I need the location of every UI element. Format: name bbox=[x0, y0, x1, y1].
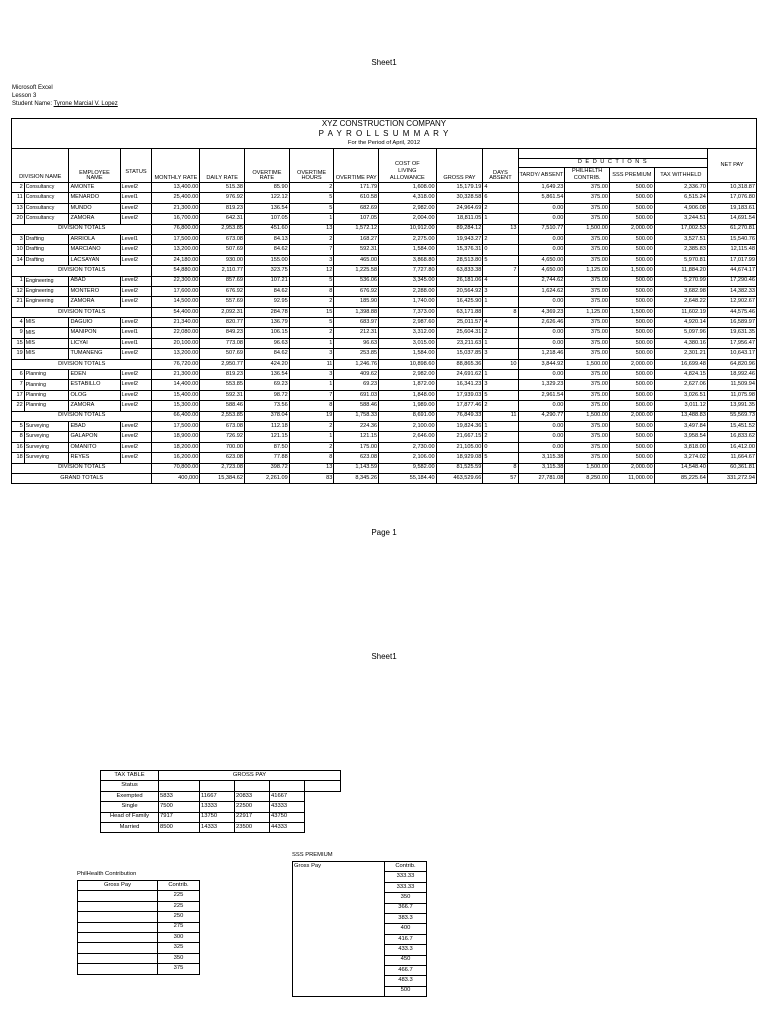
hdr-sss: SSS PREMIUM bbox=[610, 168, 655, 183]
hdr-ot-pay: OVERTIME PAY bbox=[334, 149, 379, 183]
phil-row: 225 bbox=[78, 891, 200, 901]
hdr-ot-rate: OVERTIME RATE bbox=[245, 149, 290, 183]
company-title: XYZ CONSTRUCTION COMPANY P A Y R O L L S U M M A R Y For the Period of April, 2012 bbox=[12, 119, 757, 149]
phil-contrib-header: Contrib. bbox=[158, 881, 200, 891]
sss-row: 450 bbox=[293, 955, 427, 965]
phil-row: 350 bbox=[78, 953, 200, 963]
tax-table bbox=[100, 770, 341, 833]
table-row: 10 Drafting MARCIANO Level2 13,200.00 507.69 84.62 7 592.31 1,584.00 15,376.31 0 0.00 375.00 500.00 2,385.83 12,115.48 bbox=[12, 245, 757, 255]
hdr-phil: PHILHELTH CONTRIB. bbox=[565, 168, 610, 183]
tax-status-header: Status bbox=[101, 781, 159, 791]
table-row: 6 Planning EDEN Level2 21,300.00 819.23 136.54 3 409.62 2,982.00 24,691.62 1 0.00 375.00 500.00 4,824.15 18,992.46 bbox=[12, 370, 757, 380]
page-number: Page 1 bbox=[371, 528, 397, 537]
table-row: 12 Engineering MONTERO Level2 17,600.00 676.92 84.62 8 676.92 2,288.00 20,564.92 3 1,624.62 375.00 500.00 3,682.98 14,382.33 bbox=[12, 286, 757, 296]
sss-row: 400 bbox=[293, 924, 427, 934]
table-row: 19 MIS TUMANENG Level2 13,200.00 507.69 84.62 3 253.85 1,584.00 15,037.85 3 1,218.46 375.00 500.00 2,301.21 10,643.17 bbox=[12, 349, 757, 359]
sss-row: 416.7 bbox=[293, 934, 427, 944]
hdr-cola: COST OF LIVING ALLOWANCE bbox=[379, 149, 436, 183]
table-row: 8 Surveying GALAPON Level2 18,900.00 726.92 121.15 1 121.15 2,646.00 21,667.15 2 0.00 375.00 500.00 3,958.54 16,833.62 bbox=[12, 432, 757, 442]
tax-row: Exempted 5833 11667 20833 41667 bbox=[101, 791, 341, 801]
grand-total-row: GRAND TOTALS 400,000 15,384.62 2,261.09 83 8,345.26 55,184.40 463,529.66 57 27,781.08 8,250.00 11,000.00 85,225.64 331,272.94 bbox=[12, 473, 757, 483]
sheet-title: Sheet1 bbox=[371, 58, 397, 67]
grand-total-label: GRAND TOTALS bbox=[12, 473, 152, 483]
division-total-row: DIVISION TOTALS 66,400.00 2,553.85 378.04 19 1,758.33 8,691.00 76,849.33 11 4,290.77 1,500.00 2,000.00 13,488.83 55,569.73 bbox=[12, 411, 757, 421]
table-row: 14 Drafting LACSAYAN Level2 24,180.00 930.00 155.00 3 465.00 3,868.80 28,513.80 5 4,650.00 375.00 500.00 5,970.81 17,017.99 bbox=[12, 255, 757, 265]
hdr-net: NET PAY bbox=[707, 149, 756, 183]
table-row: 1 Engineering ABAD Level2 22,300.00 857.69 107.21 5 536.06 3,345.00 26,181.06 4 2,744.62 375.00 500.00 5,270.99 17,290.46 bbox=[12, 276, 757, 286]
hdr-employee: EMPLOYEE NAME bbox=[69, 149, 120, 183]
table-row: 5 Surveying EBAD Level2 17,500.00 673.08 112.18 2 224.36 2,100.00 19,824.36 1 0.00 375.00 500.00 3,497.84 15,451.52 bbox=[12, 421, 757, 431]
division-total-row: DIVISION TOTALS 76,800.00 2,953.85 451.60 13 1,572.12 10,912.00 89,284.12 13 7,510.77 1,500.00 2,000.00 17,002.53 61,270.81 bbox=[12, 224, 757, 234]
tax-row: Head of Family 7917 13750 22917 43750 bbox=[101, 812, 341, 822]
division-total-row: DIVISION TOTALS 70,800.00 2,723.08 398.72 13 1,143.59 9,582.00 81,525.59 8 3,115.38 1,500.00 2,000.00 14,548.40 60,361.81 bbox=[12, 463, 757, 473]
sss-row: 350 bbox=[293, 893, 427, 903]
phil-row: 250 bbox=[78, 912, 200, 922]
hdr-monthly: MONTHLY RATE bbox=[152, 149, 200, 183]
table-row: 9 MIS MANIPON Level1 22,080.00 849.23 106.15 2 212.31 3,312.00 25,604.31 2 0.00 375.00 500.00 5,097.96 19,631.35 bbox=[12, 328, 757, 338]
tax-table-title: TAX TABLE bbox=[101, 771, 159, 781]
sss-row: 483.3 bbox=[293, 976, 427, 986]
philhealth-table bbox=[77, 880, 200, 975]
sss-row: 500 bbox=[293, 986, 427, 996]
payroll-body bbox=[12, 183, 757, 474]
table-row: 15 MIS LICYAI Level1 20,100.00 773.08 96.63 1 96.63 3,015.00 23,211.63 1 0.00 375.00 500.00 4,380.16 17,956.47 bbox=[12, 338, 757, 348]
hdr-gross: GROSS PAY bbox=[436, 149, 483, 183]
table-row: 11 Consultancy MENARDO Level1 25,400.00 976.92 122.12 5 610.58 4,318.00 30,328.58 6 5,861.54 375.00 500.00 6,515.24 17,076.80 bbox=[12, 193, 757, 203]
division-total-row: DIVISION TOTALS 76,720.00 2,950.77 424.20 11 1,246.76 10,898.60 88,865.36 10 3,844.92 1,500.00 2,000.00 16,699.48 64,820.96 bbox=[12, 359, 757, 369]
tax-gross-header: GROSS PAY bbox=[159, 771, 341, 781]
table-row: 18 Surveying REYES Level2 16,200.00 623.08 77.88 8 623.08 2,106.00 18,929.08 5 3,115.38 375.00 500.00 3,274.02 11,664.67 bbox=[12, 453, 757, 463]
table-row: 21 Engineering ZAMORA Level2 14,500.00 557.69 92.95 2 185.90 1,740.00 16,425.90 1 0.00 375.00 500.00 2,648.22 12,902.67 bbox=[12, 297, 757, 307]
hdr-daily: DAILY RATE bbox=[200, 149, 245, 183]
sss-row: 366.7 bbox=[293, 903, 427, 913]
table-row: 3 Drafting ARRIOLA Level1 17,500.00 673.08 84.13 2 168.27 2,275.00 19,943.27 2 0.00 375.00 500.00 3,527.51 15,540.76 bbox=[12, 234, 757, 244]
sss-title: SSS PREMIUM bbox=[292, 852, 333, 858]
meta-app: Microsoft Excel bbox=[12, 85, 53, 91]
division-total-row: DIVISION TOTALS 54,880.00 2,110.77 323.75 12 1,225.58 7,727.80 63,833.38 7 4,650.00 1,125.00 1,500.00 11,884.20 44,674.17 bbox=[12, 266, 757, 276]
division-total-row: DIVISION TOTALS 54,400.00 2,092.31 284.78 15 1,398.88 7,373.00 63,171.88 8 4,369.23 1,125.00 1,500.00 11,602.19 44,575.46 bbox=[12, 307, 757, 317]
hdr-tardy: TARDY/ ABSENT bbox=[518, 168, 565, 183]
tax-body bbox=[101, 791, 341, 833]
hdr-division: DIVISION NAME bbox=[12, 149, 69, 183]
student-name: Tyrone Marcial V. Lopez bbox=[53, 101, 118, 107]
meta-student: Student Name: Tyrone Marcial V. Lopez bbox=[12, 101, 118, 107]
phil-row: 300 bbox=[78, 932, 200, 942]
payroll-table bbox=[11, 118, 757, 484]
hdr-status: STATUS bbox=[120, 149, 152, 183]
sss-table bbox=[292, 861, 427, 997]
sss-contrib-header: Contrib. bbox=[385, 862, 427, 872]
hdr-tax: TAX WITHHELD bbox=[654, 168, 707, 183]
sss-row: 333.33 bbox=[293, 872, 427, 882]
sheet-title-2: Sheet1 bbox=[371, 652, 397, 661]
phil-body bbox=[78, 891, 200, 974]
hdr-ot-hours: OVERTIME HOURS bbox=[289, 149, 334, 183]
table-row: 20 Consultancy ZAMORA Level2 16,700.00 642.31 107.05 1 107.05 2,004.00 18,811.05 1 0.00 375.00 500.00 3,244.51 14,691.54 bbox=[12, 214, 757, 224]
sss-body bbox=[293, 872, 427, 997]
tax-row: Single 7500 13333 22500 43333 bbox=[101, 802, 341, 812]
table-row: 13 Consultancy MUNDO Level2 21,300.00 819.23 136.54 5 682.69 2,982.00 24,964.69 2 0.00 375.00 500.00 4,906.08 19,183.61 bbox=[12, 203, 757, 213]
phil-row: 225 bbox=[78, 901, 200, 911]
table-row: 17 Planning OLOG Level2 15,400.00 592.31 98.72 7 691.03 1,848.00 17,939.03 5 2,961.54 375.00 500.00 3,026.51 11,075.98 bbox=[12, 390, 757, 400]
table-row: 16 Surveying OMANITO Level2 18,200.00 700.00 87.50 2 175.00 2,730.00 21,105.00 0 0.00 375.00 500.00 3,818.00 16,412.00 bbox=[12, 442, 757, 452]
phil-row: 375 bbox=[78, 964, 200, 974]
sss-row: 433.3 bbox=[293, 945, 427, 955]
phil-row: 275 bbox=[78, 922, 200, 932]
sss-row: 333.33 bbox=[293, 882, 427, 892]
hdr-deductions: D E D U C T I O N S bbox=[518, 159, 707, 168]
phil-row: 325 bbox=[78, 943, 200, 953]
meta-lesson: Lesson 3 bbox=[12, 93, 37, 99]
table-row: 22 Planning ZAMORA Level2 15,300.00 588.46 73.56 8 588.46 1,989.00 17,877.46 2 0.00 375.00 500.00 3,011.12 13,991.35 bbox=[12, 401, 757, 411]
document-meta bbox=[12, 84, 118, 108]
phil-title: PhilHealth Contribution bbox=[77, 871, 137, 877]
sss-row: 383.3 bbox=[293, 913, 427, 923]
table-row: 7 Planning ESTABILLO Level2 14,400.00 553.85 69.23 1 69.23 1,872.00 16,341.23 3 1,329.23 375.00 500.00 2,627.06 11,509.94 bbox=[12, 380, 757, 390]
sss-gross-header: Gross Pay bbox=[293, 862, 385, 872]
sss-row: 466.7 bbox=[293, 965, 427, 975]
table-row: 4 MIS DAGUIO Level2 21,340.00 820.77 136.79 5 683.97 2,987.60 25,011.57 4 2,626.46 375.00 500.00 4,920.14 16,589.97 bbox=[12, 318, 757, 328]
phil-gross-header: Gross Pay bbox=[78, 881, 158, 891]
hdr-days: DAYS ABSENT bbox=[483, 149, 518, 183]
table-row: 2 Consultancy AMONTE Level2 13,400.00 515.38 85.90 2 171.79 1,608.00 15,179.19 4 1,649.23 375.00 500.00 2,336.70 10,318.87 bbox=[12, 183, 757, 193]
tax-row: Married 8500 14333 23500 44333 bbox=[101, 822, 341, 832]
